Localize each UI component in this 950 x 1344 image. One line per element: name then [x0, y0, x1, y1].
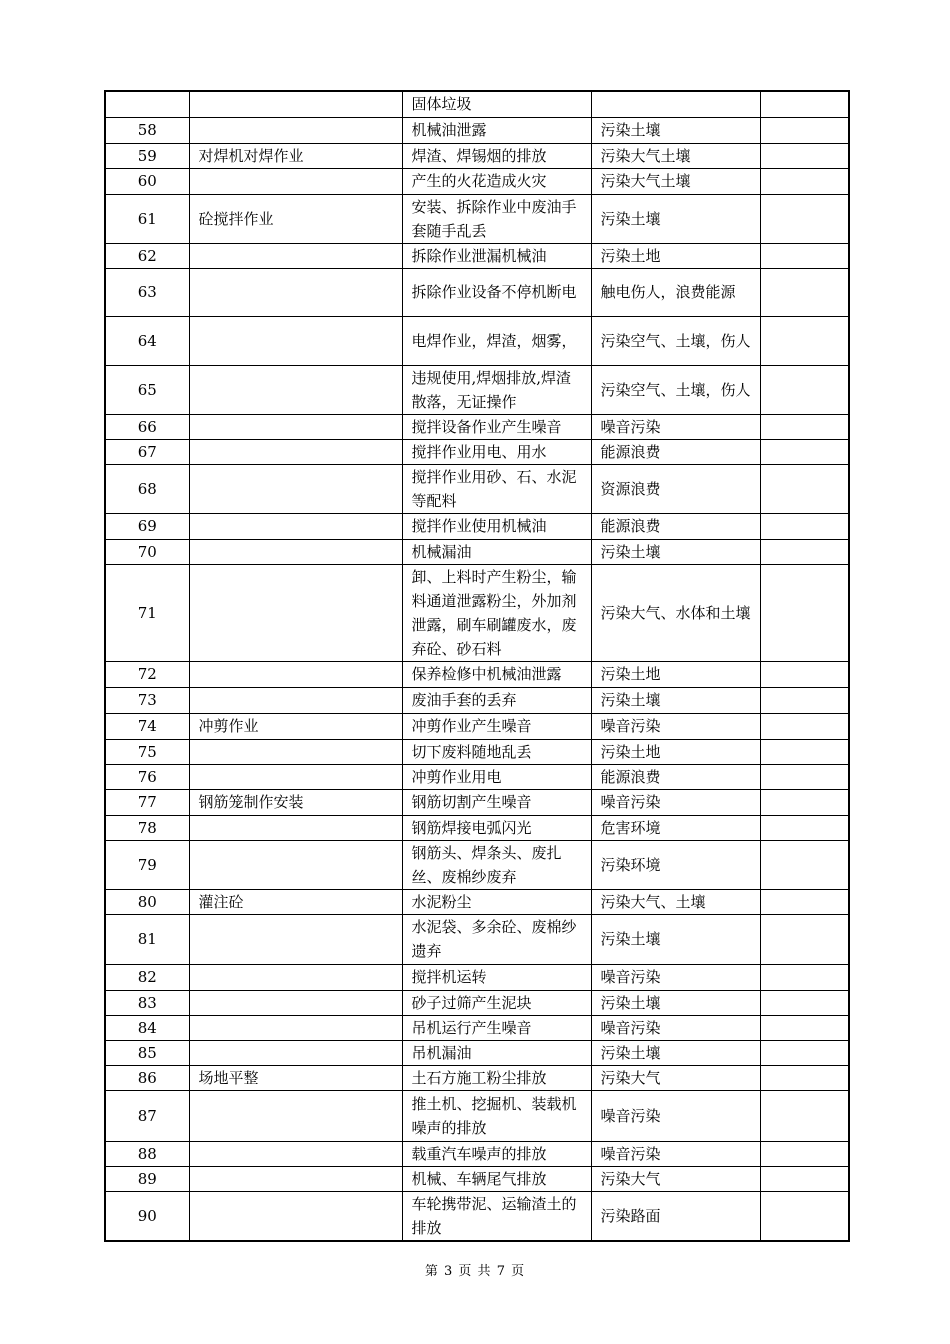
environmental-impact-cell: 能源浪费: [591, 513, 760, 539]
table-row: [105, 739, 849, 764]
environmental-factor-cell: 冲剪作业用电: [402, 764, 591, 789]
remark-cell: [760, 661, 849, 687]
table-row: [105, 243, 849, 268]
environmental-factor-cell: 产生的火花造成火灾: [402, 168, 591, 194]
table-row: [105, 687, 849, 713]
table-row: [105, 513, 849, 539]
table-row: [105, 764, 849, 789]
remark-cell: [760, 91, 849, 117]
activity-cell: [189, 117, 402, 143]
environmental-factor-cell: 搅拌设备作业产生噪音: [402, 414, 591, 439]
environmental-factor-cell: 电焊作业，焊渣，烟雾，: [402, 316, 591, 365]
environmental-factor-cell: 保养检修中机械油泄露: [402, 661, 591, 687]
table-row: [105, 661, 849, 687]
activity-cell: [189, 815, 402, 840]
activity-cell: [189, 564, 402, 661]
remark-cell: [760, 687, 849, 713]
environmental-factor-cell: 土石方施工粉尘排放: [402, 1065, 591, 1090]
table-row: [105, 168, 849, 194]
remark-cell: [760, 815, 849, 840]
remark-cell: [760, 1015, 849, 1040]
row-number-cell: 65: [105, 365, 189, 414]
row-number-cell: 89: [105, 1166, 189, 1191]
row-number-cell: 74: [105, 713, 189, 739]
row-number-cell: 73: [105, 687, 189, 713]
environmental-impact-cell: 噪音污染: [591, 1141, 760, 1166]
row-number-cell: 85: [105, 1040, 189, 1065]
remark-cell: [760, 1040, 849, 1065]
remark-cell: [760, 889, 849, 914]
table-row: [105, 914, 849, 964]
activity-cell: [189, 365, 402, 414]
activity-cell: [189, 1015, 402, 1040]
activity-cell: [189, 1090, 402, 1141]
remark-cell: [760, 464, 849, 513]
environmental-factor-cell: 冲剪作业产生噪音: [402, 713, 591, 739]
remark-cell: [760, 964, 849, 990]
activity-cell: [189, 539, 402, 564]
environmental-impact-cell: 危害环境: [591, 815, 760, 840]
row-number-cell: 88: [105, 1141, 189, 1166]
table-row: [105, 365, 849, 414]
remark-cell: [760, 1065, 849, 1090]
remark-cell: [760, 564, 849, 661]
table-row: [105, 1166, 849, 1191]
row-number-cell: 62: [105, 243, 189, 268]
remark-cell: [760, 1166, 849, 1191]
activity-cell: [189, 91, 402, 117]
environmental-impact-cell: 污染土壤: [591, 990, 760, 1015]
environmental-impact-cell: 污染大气土壤: [591, 168, 760, 194]
environmental-factor-cell: 拆除作业设备不停机断电: [402, 268, 591, 316]
row-number-cell: 90: [105, 1191, 189, 1241]
environmental-impact-cell: 噪音污染: [591, 713, 760, 739]
environmental-impact-cell: 噪音污染: [591, 964, 760, 990]
environmental-factor-cell: 水泥袋、多余砼、废棉纱遗弃: [402, 914, 591, 964]
table-row: [105, 889, 849, 914]
activity-cell: 砼搅拌作业: [189, 194, 402, 243]
environmental-factor-cell: 安装、拆除作业中废油手套随手乱丢: [402, 194, 591, 243]
row-number-cell: 60: [105, 168, 189, 194]
remark-cell: [760, 268, 849, 316]
remark-cell: [760, 1141, 849, 1166]
table-row: [105, 316, 849, 365]
row-number-cell: 61: [105, 194, 189, 243]
row-number-cell: 58: [105, 117, 189, 143]
environmental-factor-cell: 焊渣、焊锡烟的排放: [402, 143, 591, 168]
row-number-cell: 69: [105, 513, 189, 539]
row-number-cell: [105, 91, 189, 117]
activity-cell: [189, 168, 402, 194]
environmental-impact-cell: 资源浪费: [591, 464, 760, 513]
activity-cell: [189, 268, 402, 316]
remark-cell: [760, 414, 849, 439]
environmental-impact-cell: 污染土壤: [591, 687, 760, 713]
remark-cell: [760, 194, 849, 243]
table-row: [105, 713, 849, 739]
remark-cell: [760, 143, 849, 168]
environmental-factor-table: [104, 90, 850, 1242]
environmental-impact-cell: 污染土壤: [591, 539, 760, 564]
activity-cell: [189, 316, 402, 365]
row-number-cell: 84: [105, 1015, 189, 1040]
environmental-impact-cell: 污染土壤: [591, 117, 760, 143]
environmental-factor-cell: 搅拌机运转: [402, 964, 591, 990]
environmental-factor-cell: 吊机漏油: [402, 1040, 591, 1065]
environmental-factor-cell: 水泥粉尘: [402, 889, 591, 914]
remark-cell: [760, 713, 849, 739]
environmental-factor-cell: 钢筋焊接电弧闪光: [402, 815, 591, 840]
remark-cell: [760, 990, 849, 1015]
table-row: [105, 964, 849, 990]
remark-cell: [760, 539, 849, 564]
remark-cell: [760, 840, 849, 889]
activity-cell: [189, 1141, 402, 1166]
activity-cell: 对焊机对焊作业: [189, 143, 402, 168]
environmental-factor-cell: 卸、上料时产生粉尘，输料通道泄露粉尘，外加剂泄露，刷车刷罐废水，废弃砼、砂石料: [402, 564, 591, 661]
environmental-impact-cell: 触电伤人，浪费能源: [591, 268, 760, 316]
environmental-impact-cell: 污染土地: [591, 243, 760, 268]
environmental-impact-cell: 噪音污染: [591, 1090, 760, 1141]
environmental-factor-cell: 机械、车辆尾气排放: [402, 1166, 591, 1191]
remark-cell: [760, 764, 849, 789]
activity-cell: [189, 1166, 402, 1191]
row-number-cell: 77: [105, 789, 189, 815]
row-number-cell: 66: [105, 414, 189, 439]
activity-cell: 场地平整: [189, 1065, 402, 1090]
row-number-cell: 72: [105, 661, 189, 687]
environmental-factor-cell: 拆除作业泄漏机械油: [402, 243, 591, 268]
activity-cell: [189, 243, 402, 268]
environmental-factor-cell: 切下废料随地乱丢: [402, 739, 591, 764]
environmental-factor-cell: 吊机运行产生噪音: [402, 1015, 591, 1040]
table-row: [105, 194, 849, 243]
row-number-cell: 83: [105, 990, 189, 1015]
table-body: [105, 91, 849, 1241]
activity-cell: [189, 964, 402, 990]
table-row: [105, 1141, 849, 1166]
environmental-factor-cell: 推土机、挖掘机、装载机噪声的排放: [402, 1090, 591, 1141]
row-number-cell: 59: [105, 143, 189, 168]
environmental-impact-cell: 污染空气、土壤，伤人: [591, 316, 760, 365]
environmental-factor-cell: 车轮携带泥、运输渣土的排放: [402, 1191, 591, 1241]
environmental-factor-cell: 违规使用,焊烟排放,焊渣散落，无证操作: [402, 365, 591, 414]
row-number-cell: 75: [105, 739, 189, 764]
remark-cell: [760, 513, 849, 539]
table-row: [105, 539, 849, 564]
activity-cell: [189, 739, 402, 764]
remark-cell: [760, 739, 849, 764]
activity-cell: [189, 464, 402, 513]
row-number-cell: 68: [105, 464, 189, 513]
row-number-cell: 67: [105, 439, 189, 464]
row-number-cell: 87: [105, 1090, 189, 1141]
activity-cell: [189, 764, 402, 789]
environmental-factor-cell: 搅拌作业用砂、石、水泥等配料: [402, 464, 591, 513]
row-number-cell: 82: [105, 964, 189, 990]
remark-cell: [760, 168, 849, 194]
environmental-impact-cell: 污染大气、水体和土壤: [591, 564, 760, 661]
environmental-factor-cell: 机械漏油: [402, 539, 591, 564]
environmental-factor-cell: 钢筋头、焊条头、废扎丝、废棉纱废弃: [402, 840, 591, 889]
activity-cell: [189, 414, 402, 439]
activity-cell: [189, 840, 402, 889]
environmental-impact-cell: 污染大气: [591, 1166, 760, 1191]
environmental-factor-cell: 固体垃圾: [402, 91, 591, 117]
activity-cell: [189, 687, 402, 713]
environmental-factor-cell: 载重汽车噪声的排放: [402, 1141, 591, 1166]
remark-cell: [760, 117, 849, 143]
remark-cell: [760, 316, 849, 365]
table-row: [105, 91, 849, 117]
remark-cell: [760, 243, 849, 268]
table-row: [105, 789, 849, 815]
environmental-factor-cell: 搅拌作业使用机械油: [402, 513, 591, 539]
environmental-factor-cell: 机械油泄露: [402, 117, 591, 143]
row-number-cell: 70: [105, 539, 189, 564]
table-row: [105, 1065, 849, 1090]
table-row: [105, 1015, 849, 1040]
table-row: [105, 990, 849, 1015]
table-row: [105, 414, 849, 439]
environmental-factor-cell: 废油手套的丢弃: [402, 687, 591, 713]
row-number-cell: 81: [105, 914, 189, 964]
table-row: [105, 1191, 849, 1241]
table-row: [105, 815, 849, 840]
environmental-impact-cell: 噪音污染: [591, 414, 760, 439]
activity-cell: 灌注砼: [189, 889, 402, 914]
environmental-impact-cell: 污染路面: [591, 1191, 760, 1241]
environmental-impact-cell: 污染土地: [591, 739, 760, 764]
activity-cell: [189, 513, 402, 539]
environmental-impact-cell: 污染土壤: [591, 914, 760, 964]
environmental-impact-cell: 噪音污染: [591, 789, 760, 815]
page-indicator: 第 3 页 共 7 页: [424, 1264, 526, 1279]
activity-cell: [189, 914, 402, 964]
remark-cell: [760, 1090, 849, 1141]
activity-cell: 钢筋笼制作安装: [189, 789, 402, 815]
table-row: [105, 1090, 849, 1141]
row-number-cell: 86: [105, 1065, 189, 1090]
table-row: [105, 564, 849, 661]
activity-cell: [189, 661, 402, 687]
environmental-impact-cell: 能源浪费: [591, 439, 760, 464]
row-number-cell: 71: [105, 564, 189, 661]
table-row: [105, 268, 849, 316]
environmental-impact-cell: 污染土壤: [591, 194, 760, 243]
environmental-impact-cell: 污染大气土壤: [591, 143, 760, 168]
environmental-impact-cell: [591, 91, 760, 117]
activity-cell: 冲剪作业: [189, 713, 402, 739]
row-number-cell: 80: [105, 889, 189, 914]
table-row: [105, 439, 849, 464]
environmental-impact-cell: 污染环境: [591, 840, 760, 889]
row-number-cell: 76: [105, 764, 189, 789]
remark-cell: [760, 439, 849, 464]
environmental-impact-cell: 污染空气、土壤，伤人: [591, 365, 760, 414]
table-row: [105, 464, 849, 513]
environmental-impact-cell: 能源浪费: [591, 764, 760, 789]
table-row: [105, 143, 849, 168]
row-number-cell: 78: [105, 815, 189, 840]
table-row: [105, 840, 849, 889]
row-number-cell: 63: [105, 268, 189, 316]
environmental-impact-cell: 污染大气: [591, 1065, 760, 1090]
environmental-factor-cell: 钢筋切割产生噪音: [402, 789, 591, 815]
environmental-impact-cell: 污染大气、土壤: [591, 889, 760, 914]
activity-cell: [189, 439, 402, 464]
row-number-cell: 79: [105, 840, 189, 889]
environmental-factor-cell: 砂子过筛产生泥块: [402, 990, 591, 1015]
activity-cell: [189, 1191, 402, 1241]
activity-cell: [189, 990, 402, 1015]
remark-cell: [760, 914, 849, 964]
table-row: [105, 1040, 849, 1065]
table-row: [105, 117, 849, 143]
remark-cell: [760, 365, 849, 414]
activity-cell: [189, 1040, 402, 1065]
remark-cell: [760, 1191, 849, 1241]
remark-cell: [760, 789, 849, 815]
environmental-impact-cell: 污染土壤: [591, 1040, 760, 1065]
environmental-impact-cell: 噪音污染: [591, 1015, 760, 1040]
environmental-impact-cell: 污染土地: [591, 661, 760, 687]
row-number-cell: 64: [105, 316, 189, 365]
environmental-factor-cell: 搅拌作业用电、用水: [402, 439, 591, 464]
